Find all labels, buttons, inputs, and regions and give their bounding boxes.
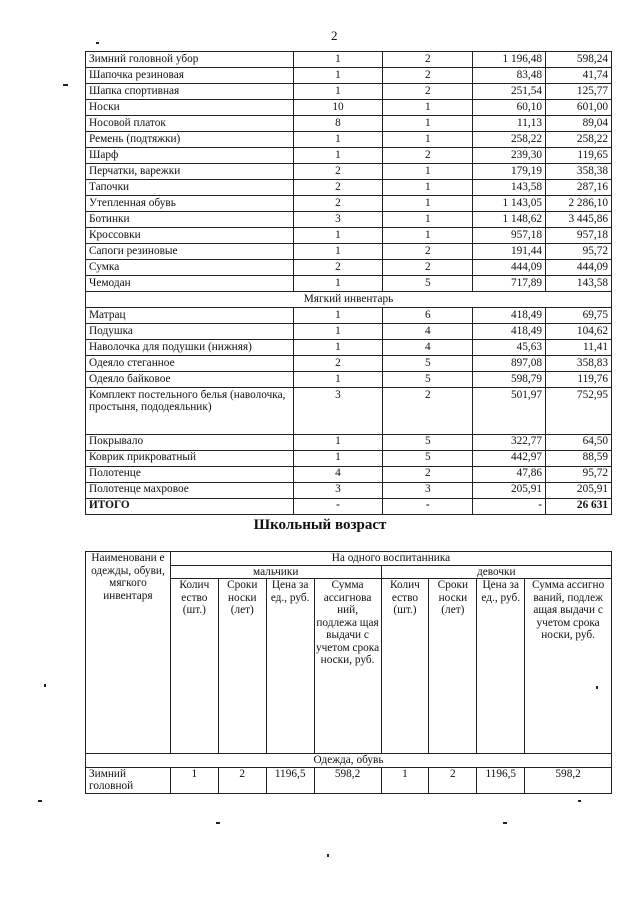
cell-qty: 1 [293,324,383,340]
cell-price: - [473,498,546,514]
cell-years: 5 [383,434,473,450]
cell-name: Шарф [86,148,294,164]
section-row [86,292,612,308]
cell-qty: 1 [293,308,383,324]
table-row [86,466,612,482]
cell-price: 83,48 [473,68,546,84]
cell-sum: 287,16 [546,180,612,196]
cell-name: Сумка [86,260,294,276]
school-age-table [85,551,612,794]
table-row [86,84,612,100]
header-boys-sum: Сумма ассигнова ний, подлежа щая выдачи с учетом срока носки, руб. [314,579,381,754]
cell-name: Шапочка резиновая [86,68,294,84]
cell-sum: 11,41 [546,340,612,356]
scan-speck [503,822,507,824]
cell-sum: 358,38 [546,164,612,180]
table-row [86,450,612,466]
header-girls: девочки [381,565,612,579]
header-per-pupil: На одного воспитанника [170,552,611,566]
cell-sum: 444,09 [546,260,612,276]
cell-qty: 8 [293,116,383,132]
cell-price: 191,44 [473,244,546,260]
scan-speck [38,800,42,802]
row-girls-years: 2 [429,767,477,793]
cell-price: 239,30 [473,148,546,164]
cell-years: 1 [383,132,473,148]
cell-name: Коврик прикроватный [86,450,294,466]
header-boys-price: Цена за ед., руб. [266,579,314,754]
table-row [86,308,612,324]
row-girls-price: 1196,5 [477,767,525,793]
cell-price: 47,86 [473,466,546,482]
cell-years: 5 [383,276,473,292]
header-boys-years: Сроки носки (лет) [218,579,266,754]
cell-name: Подушка [86,324,294,340]
cell-price: 143,58 [473,180,546,196]
page-number: 2 [331,28,338,43]
cell-price: 442,97 [473,450,546,466]
cell-years: 1 [383,100,473,116]
cell-qty: 2 [293,356,383,372]
cell-years: 1 [383,164,473,180]
cell-name: Полотенце [86,466,294,482]
table-row [86,356,612,372]
cell-name: Ремень (подтяжки) [86,132,294,148]
scan-speck [96,42,99,44]
scan-speck [578,800,581,802]
cell-price: 1 148,62 [473,212,546,228]
cell-sum: 125,77 [546,84,612,100]
cell-sum: 2 286,10 [546,196,612,212]
row-boys-qty: 1 [170,767,218,793]
scan-speck [63,84,68,86]
table-row [86,100,612,116]
row-item-name: Зимний головной [86,767,171,793]
cell-name: Перчатки, варежки [86,164,294,180]
cell-name: Носовой платок [86,116,294,132]
cell-price: 1 143,05 [473,196,546,212]
row-girls-qty: 1 [381,767,429,793]
cell-years: 5 [383,372,473,388]
header-boys: мальчики [170,565,381,579]
table-row [86,228,612,244]
section-soft-inventory: Мягкий инвентарь [86,292,612,308]
table-row [86,116,612,132]
header-girls-price: Цена за ед., руб. [477,579,525,754]
cell-name: Одеяло байковое [86,372,294,388]
cell-years: 4 [383,324,473,340]
cell-sum: 64,50 [546,434,612,450]
cell-name: Наволочка для подушки (нижняя) [86,340,294,356]
cell-name: Зимний головной убор [86,52,294,68]
cell-name: ИТОГО [86,498,294,514]
cell-years: 1 [383,196,473,212]
header-girls-qty: Колич ество (шт.) [381,579,429,754]
cell-years: 2 [383,466,473,482]
cell-years: 1 [383,212,473,228]
cell-name: Шапка спортивная [86,84,294,100]
cell-qty: 1 [293,434,383,450]
cell-sum: 205,91 [546,482,612,498]
cell-years: 4 [383,340,473,356]
cell-qty: 1 [293,228,383,244]
cell-name: Покрывало [86,434,294,450]
cell-sum: 143,58 [546,276,612,292]
cell-sum: 41,74 [546,68,612,84]
cell-price: 60,10 [473,100,546,116]
cell-sum: 119,65 [546,148,612,164]
cell-years: - [383,498,473,514]
cell-years: 2 [383,388,473,435]
cell-sum: 89,04 [546,116,612,132]
cell-qty: 1 [293,84,383,100]
cell-qty: 1 [293,340,383,356]
cell-years: 5 [383,450,473,466]
section-heading: Школьный возраст [253,517,387,533]
cell-years: 2 [383,244,473,260]
cell-sum: 598,24 [546,52,612,68]
table-row [86,132,612,148]
cell-price: 444,09 [473,260,546,276]
header-girls-sum: Сумма ассигно ваний, подлеж ащая выдачи с учетом срока носки, руб. [525,579,612,754]
scan-speck [596,686,598,689]
cell-qty: 2 [293,164,383,180]
cell-qty: 3 [293,212,383,228]
cell-price: 418,49 [473,324,546,340]
cell-qty: 1 [293,244,383,260]
cell-qty: 2 [293,196,383,212]
cell-qty: 1 [293,68,383,84]
cell-price: 258,22 [473,132,546,148]
table-row [86,388,612,435]
cell-sum: 3 445,86 [546,212,612,228]
cell-name: Ботинки [86,212,294,228]
cell-price: 322,77 [473,434,546,450]
row-boys-price: 1196,5 [266,767,314,793]
cell-sum: 104,62 [546,324,612,340]
scan-speck [216,822,220,824]
cell-sum: 752,95 [546,388,612,435]
row-girls-sum: 598,2 [525,767,612,793]
cell-sum: 358,83 [546,356,612,372]
scan-speck [327,854,329,857]
table-row [86,372,612,388]
cell-name: Сапоги резиновые [86,244,294,260]
cell-qty: 3 [293,388,383,435]
cell-sum: 95,72 [546,466,612,482]
cell-qty: 4 [293,466,383,482]
cell-sum: 88,59 [546,450,612,466]
cell-years: 6 [383,308,473,324]
scan-speck [44,684,46,687]
cell-qty: 1 [293,276,383,292]
table-row [86,68,612,84]
cell-price: 717,89 [473,276,546,292]
row-boys-years: 2 [218,767,266,793]
header-girls-years: Сроки носки (лет) [429,579,477,754]
cell-name: Комплект постельного белья (наволочка, простыня, пододеяльник) [86,388,294,435]
table-row [86,180,612,196]
cell-years: 1 [383,116,473,132]
cell-qty: 1 [293,450,383,466]
section-clothes: Одежда, обувь [86,754,612,768]
cell-price: 179,19 [473,164,546,180]
cell-qty: 1 [293,148,383,164]
header-boys-qty: Колич ество (шт.) [170,579,218,754]
cell-years: 2 [383,52,473,68]
cell-sum: 26 631 [546,498,612,514]
table-row [86,164,612,180]
table-row [86,498,612,514]
cell-price: 205,91 [473,482,546,498]
cell-qty: - [293,498,383,514]
cell-sum: 258,22 [546,132,612,148]
table-row [86,52,612,68]
cell-years: 2 [383,68,473,84]
items-table [85,51,612,515]
cell-sum: 119,76 [546,372,612,388]
cell-name: Кроссовки [86,228,294,244]
cell-name: Матрац [86,308,294,324]
cell-years: 3 [383,482,473,498]
cell-qty: 2 [293,260,383,276]
table-row [86,482,612,498]
cell-price: 1 196,48 [473,52,546,68]
cell-price: 11,13 [473,116,546,132]
header-item-name: Наименовани е одежды, обуви, мягкого инвентаря [86,552,171,754]
table-row [86,196,612,212]
cell-qty: 10 [293,100,383,116]
cell-sum: 69,75 [546,308,612,324]
table-row [86,212,612,228]
cell-price: 45,63 [473,340,546,356]
cell-years: 5 [383,356,473,372]
cell-qty: 3 [293,482,383,498]
cell-qty: 1 [293,372,383,388]
table-row [86,324,612,340]
cell-name: Носки [86,100,294,116]
cell-qty: 1 [293,52,383,68]
cell-years: 2 [383,84,473,100]
cell-sum: 601,00 [546,100,612,116]
table-row [86,244,612,260]
cell-name: Тапочки [86,180,294,196]
cell-years: 1 [383,180,473,196]
row-boys-sum: 598,2 [314,767,381,793]
cell-price: 957,18 [473,228,546,244]
cell-name: Полотенце махровое [86,482,294,498]
cell-sum: 957,18 [546,228,612,244]
table-row [86,276,612,292]
table-row [86,260,612,276]
cell-price: 501,97 [473,388,546,435]
table-row [86,434,612,450]
cell-years: 2 [383,148,473,164]
cell-name: Одеяло стеганное [86,356,294,372]
cell-qty: 2 [293,180,383,196]
cell-price: 598,79 [473,372,546,388]
cell-name: Чемодан [86,276,294,292]
cell-qty: 1 [293,132,383,148]
cell-years: 1 [383,228,473,244]
cell-price: 418,49 [473,308,546,324]
cell-years: 2 [383,260,473,276]
cell-price: 897,08 [473,356,546,372]
table-row [86,340,612,356]
table-row [86,148,612,164]
cell-name: Утепленная обувь [86,196,294,212]
cell-sum: 95,72 [546,244,612,260]
cell-price: 251,54 [473,84,546,100]
